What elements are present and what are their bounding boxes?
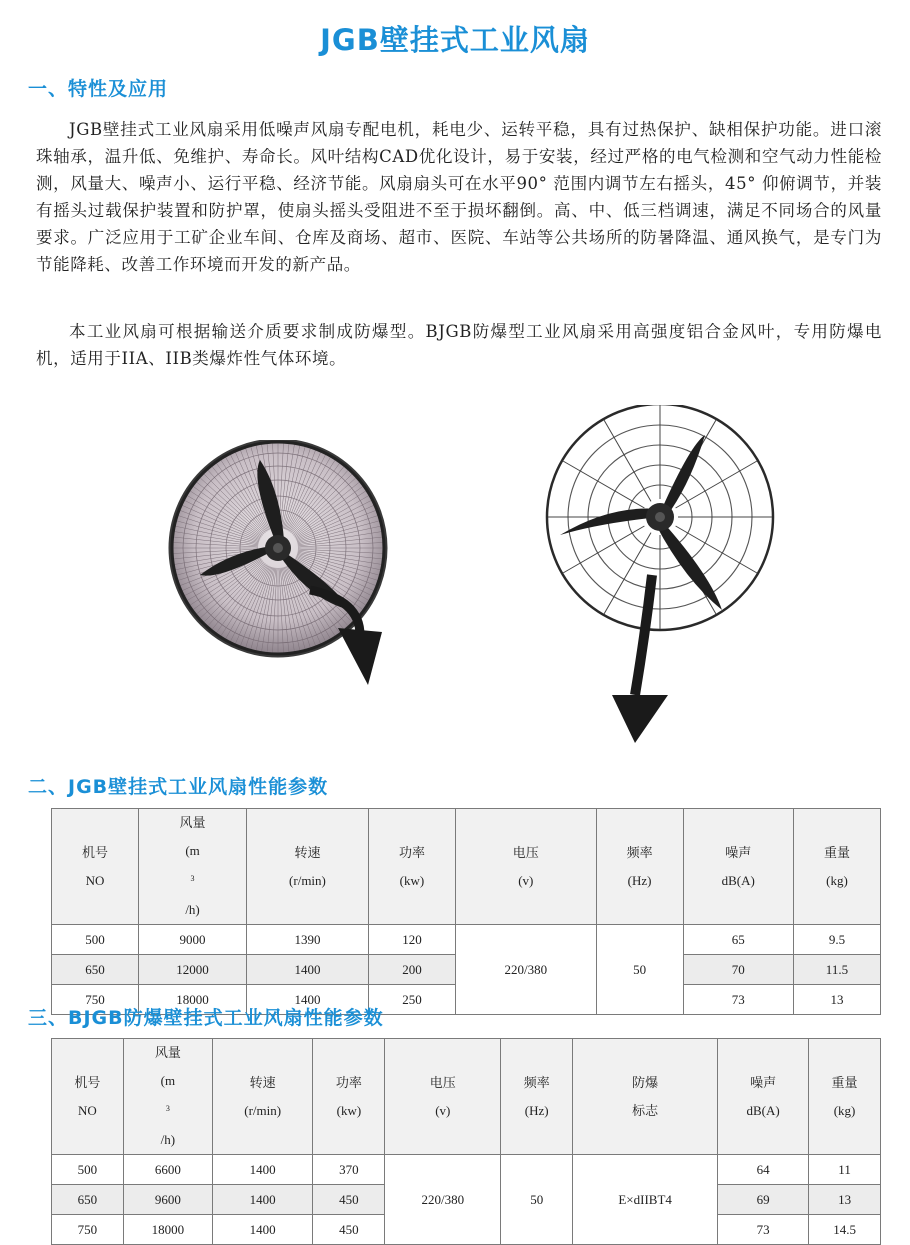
- cell-no: 750: [52, 985, 139, 1015]
- col-header-voltage: 电压 (v): [385, 1039, 501, 1155]
- wall-fan-dense-grill-icon: [160, 440, 390, 690]
- wall-fan-open-grill-icon: [540, 405, 780, 750]
- col-header-speed: 转速 (r/min): [212, 1039, 313, 1155]
- cell-frequency: 50: [596, 925, 683, 1015]
- cell-flow: 9000: [139, 925, 247, 955]
- col-header-flow: 风量 (m $^3$ /h): [139, 809, 247, 925]
- table-header-row: [52, 809, 881, 925]
- cell-noise: 70: [683, 955, 793, 985]
- cell-speed: 1390: [247, 925, 369, 955]
- col-header-frequency: 频率 (Hz): [596, 809, 683, 925]
- bjgb-spec-table: [51, 1038, 881, 1245]
- cell-speed: 1400: [247, 985, 369, 1015]
- cell-explosion-mark: E×dIIBT4: [573, 1155, 718, 1245]
- cell-weight: 11: [809, 1155, 881, 1185]
- col-header-voltage: 电压 (v): [455, 809, 596, 925]
- section1-heading: 一、特性及应用: [28, 78, 169, 100]
- cell-power: 370: [313, 1155, 385, 1185]
- cell-flow: 12000: [139, 955, 247, 985]
- col-header-weight: 重量 (kg): [809, 1039, 881, 1155]
- cell-speed: 1400: [247, 955, 369, 985]
- col-header-speed: 转速 (r/min): [247, 809, 369, 925]
- cell-weight: 13: [793, 985, 880, 1015]
- col-header-noise: 噪声 dB(A): [718, 1039, 809, 1155]
- jgb-spec-table: [51, 808, 881, 1015]
- cell-power: 450: [313, 1215, 385, 1245]
- cell-noise: 65: [683, 925, 793, 955]
- cell-no: 500: [52, 925, 139, 955]
- cell-weight: 11.5: [793, 955, 880, 985]
- cell-power: 250: [368, 985, 455, 1015]
- section2-heading: 二、JGB壁挂式工业风扇性能参数: [28, 776, 329, 798]
- cell-weight: 14.5: [809, 1215, 881, 1245]
- cell-frequency: 50: [501, 1155, 573, 1245]
- cell-speed: 1400: [212, 1185, 313, 1215]
- section1-paragraph-1: JGB壁挂式工业风扇采用低噪声风扇专配电机，耗电少、运转平稳，具有过热保护、缺相保护功能。进口滚珠轴承，温升低、免维护、寿命长。风叶结构CAD优化设计，易于安装，经过严格的电气检测和空气动力性能检测，风量大、噪声小、运行平稳、经济节能。风扇扇头可在水平90° 范围内调节左右摇头，45° 仰俯调节，并装有摇头过载保护装置和防护罩，使扇头摇头受阻进不至于损坏翻倒。高、中、低三档调速，满足不同场合的风量要求。广泛应用于工矿企业车间、仓库及商场、超市、医院、车站等公共场所的防暑降温、通风换气，是专门为节能降耗、改善工作环境而开发的新产品。: [36, 120, 882, 274]
- section3-heading: 三、BJGB防爆壁挂式工业风扇性能参数: [28, 1007, 384, 1029]
- cell-power: 120: [368, 925, 455, 955]
- cell-speed: 1400: [212, 1155, 313, 1185]
- col-header-power: 功率 (kw): [313, 1039, 385, 1155]
- page-title: JGB壁挂式工业风扇: [320, 23, 590, 57]
- cell-weight: 13: [809, 1185, 881, 1215]
- cell-speed: 1400: [212, 1215, 313, 1245]
- col-header-weight: 重量 (kg): [793, 809, 880, 925]
- col-header-flow: 风量 (m $^3$ /h): [123, 1039, 212, 1155]
- cell-voltage: 220/380: [385, 1155, 501, 1245]
- col-header-noise: 噪声 dB(A): [683, 809, 793, 925]
- cell-no: 650: [52, 955, 139, 985]
- col-header-no: 机号 NO: [52, 809, 139, 925]
- cell-no: 500: [52, 1155, 124, 1185]
- cell-power: 200: [368, 955, 455, 985]
- section1-paragraph-2: 本工业风扇可根据输送介质要求制成防爆型。BJGB防爆型工业风扇采用高强度铝合金风叶，专用防爆电机，适用于IIA、IIB类爆炸性气体环境。: [36, 322, 882, 368]
- cell-flow: 6600: [123, 1155, 212, 1185]
- cell-noise: 64: [718, 1155, 809, 1185]
- cell-flow: 9600: [123, 1185, 212, 1215]
- col-header-no: 机号 NO: [52, 1039, 124, 1155]
- cell-weight: 9.5: [793, 925, 880, 955]
- cell-flow: 18000: [123, 1215, 212, 1245]
- table-row: [52, 925, 881, 955]
- table-row: [52, 1155, 881, 1185]
- table-header-row: [52, 1039, 881, 1155]
- col-header-frequency: 频率 (Hz): [501, 1039, 573, 1155]
- cell-flow: 18000: [139, 985, 247, 1015]
- cell-noise: 73: [718, 1215, 809, 1245]
- col-header-power: 功率 (kw): [368, 809, 455, 925]
- cell-power: 450: [313, 1185, 385, 1215]
- cell-no: 650: [52, 1185, 124, 1215]
- cell-noise: 69: [718, 1185, 809, 1215]
- col-header-explosion-mark: 防爆 标志: [573, 1039, 718, 1155]
- cell-noise: 73: [683, 985, 793, 1015]
- cell-voltage: 220/380: [455, 925, 596, 1015]
- cell-no: 750: [52, 1215, 124, 1245]
